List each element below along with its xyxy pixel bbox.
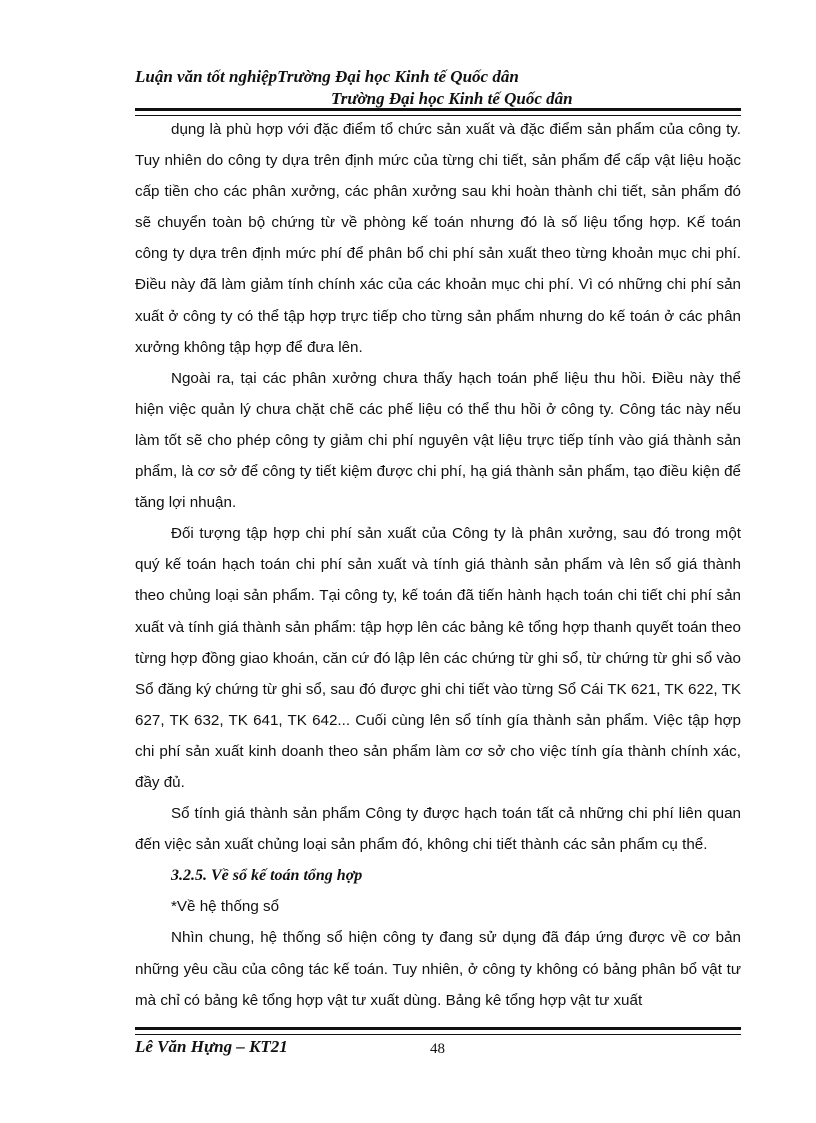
paragraph-cost-object: Đối tượng tập hợp chi phí sản xuất của Công ty là phân xưởng, sau đó trong một quý kế toán hạch toán chi phí sản xuất và tính giá thành sản phẩm và lên sổ giá thành theo chủng loại sản phẩm. Tại công ty, kế toán đã tiến hành hạch toán chi tiết chi phí sản xuất và tính giá thành sản phẩm: tập hợp lên các bảng kê tổng hợp thanh quyết toán theo từng hợp đồng giao khoán, căn cứ đó lập lên các chứng từ ghi sổ, từ chứng từ ghi sổ vào Sổ đăng ký chứng từ ghi sổ, sau đó được ghi chi tiết vào từng Sổ Cái TK 621, TK 622, TK 627, TK 632, TK 641, TK 642... Cuối cùng lên sổ tính gía thành sản phẩm. Việc tập hợp chi phí sản xuất kinh doanh theo sản phẩm làm cơ sở cho việc tính gía thành chính xác, đầy đủ.	[135, 525, 741, 791]
section-heading: 3.2.5. Về sổ kế toán tổng hợp	[171, 867, 363, 885]
header-title-line-2: Trường Đại học Kinh tế Quốc dân	[331, 89, 573, 108]
footer-author: Lê Văn Hựng – KT21	[135, 1037, 288, 1056]
page-header	[135, 66, 747, 110]
paragraph-costing-book: Sổ tính giá thành sản phẩm Công ty được hạch toán tất cả những chi phí liên quan đến việc sản xuất chủng loại sản phẩm đó, không chi tiết thành các sản phẩm cụ thể.	[135, 805, 741, 854]
document-body	[135, 114, 741, 1016]
header-title-line-1: Luận văn tốt nghiệpTrường Đại học Kinh tế Quốc dân	[135, 67, 519, 86]
page-number: 48	[430, 1041, 445, 1057]
footer-divider	[135, 1027, 741, 1035]
page-footer	[135, 1036, 741, 1060]
paragraph-continuation: dụng là phù hợp với đặc điểm tổ chức sản xuất và đặc điểm sản phẩm của công ty. Tuy nhiên do công ty dựa trên định mức của từng chi tiết, sản phẩm để cấp vật liệu hoặc cấp tiền cho các phân xưởng, các phân xưởng sau khi hoàn thành chi tiết, sản phẩm đó sẽ chuyển toàn bộ chứng từ về phòng kế toán nhưng đó là số liệu tổng hợp. Kế toán công ty dựa trên định mức phí để phân bổ chi phí sản xuất theo từng khoản mục chi phí. Điều này đã làm giảm tính chính xác của các khoản mục chi phí. Vì có những chi phí sản xuất ở công ty có thể tập hợp trực tiếp cho từng sản phẩm nhưng do kế toán ở các phân xưởng không tập hợp để đưa lên.	[135, 121, 741, 356]
paragraph-scrap-recovery: Ngoài ra, tại các phân xưởng chưa thấy hạch toán phế liệu thu hồi. Điều này thể hiện việc quản lý chưa chặt chẽ các phế liệu có thể thu hồi ở công ty. Công tác này nếu làm tốt sẽ cho phép công ty giảm chi phí nguyên vật liệu trực tiếp tính vào giá thành sản phẩm, là cơ sở để công ty tiết kiệm được chi phí, hạ giá thành sản phẩm, tạo điều kiện để tăng lợi nhuận.	[135, 369, 741, 512]
subheading: *Về hệ thống sổ	[171, 898, 280, 916]
paragraph-ledger-system: Nhìn chung, hệ thống sổ hiện công ty đang sử dụng đã đáp ứng được về cơ bản những yêu cầu của công tác kế toán. Tuy nhiên, ở công ty không có bảng phân bổ vật tư mà chỉ có bảng kê tổng hợp vật tư xuất dùng. Bảng kê tổng hợp vật tư xuất	[135, 929, 741, 1009]
